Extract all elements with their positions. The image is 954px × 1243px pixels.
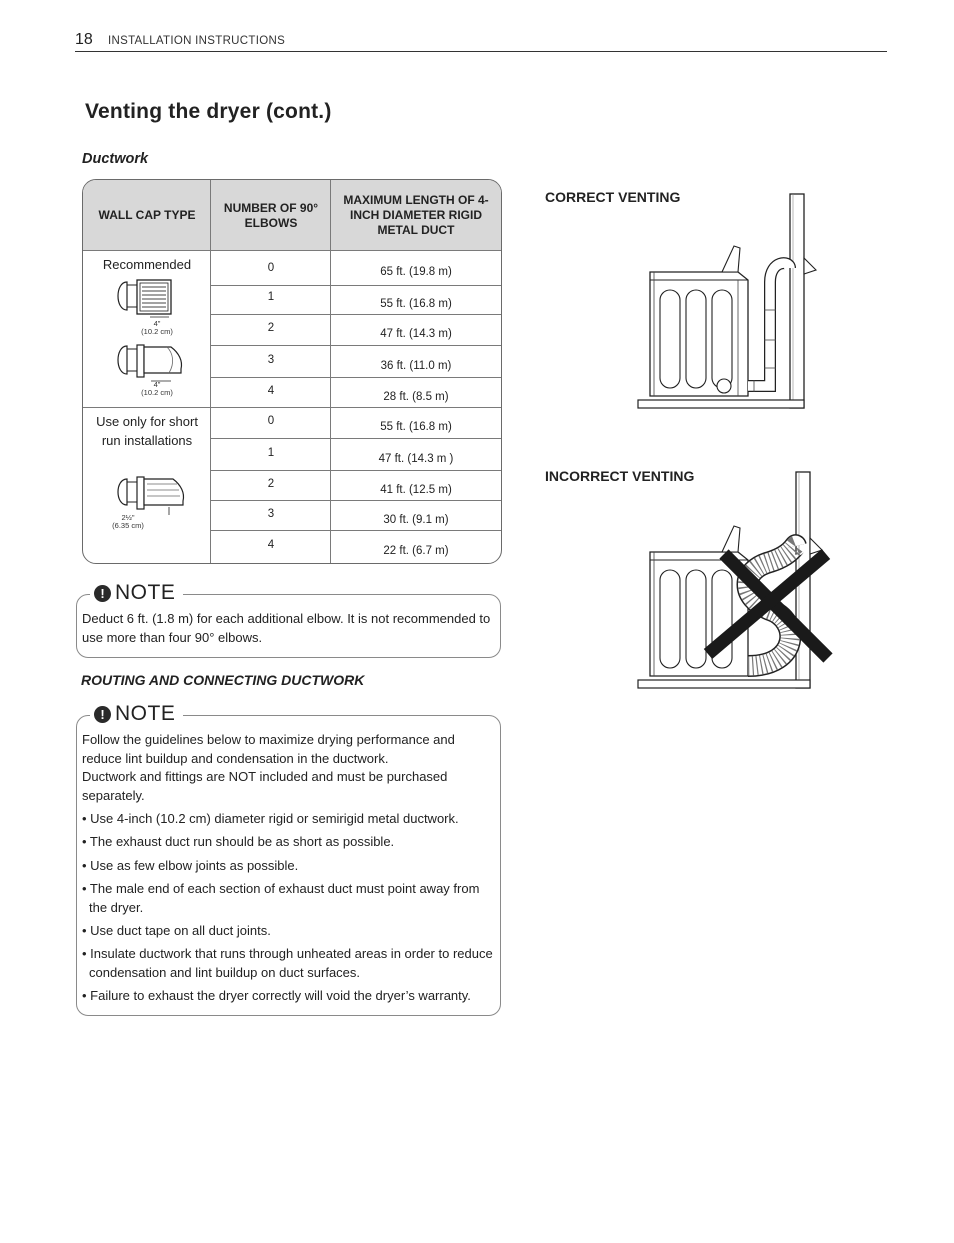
col-header-wall-cap: WALL CAP TYPE	[83, 180, 211, 251]
dim-label: 2½" (6.35 cm)	[112, 513, 144, 530]
note-label: NOTE	[115, 702, 176, 725]
header-rule	[75, 51, 887, 52]
elbows-cell: 0	[267, 262, 275, 274]
ductwork-table	[82, 179, 502, 564]
length-cell: 22 ft. (6.7 m)	[383, 544, 449, 557]
elbows-cell: 3	[267, 507, 275, 520]
note-label: NOTE	[115, 581, 176, 604]
length-cell: 36 ft. (11.0 m)	[380, 359, 452, 372]
correct-venting-caption: CORRECT VENTING	[545, 189, 681, 205]
length-cell: 28 ft. (8.5 m)	[383, 390, 449, 403]
list-item: • Failure to exhaust the dryer correctly will void the dryer’s warranty.	[82, 988, 471, 1003]
length-cell: 65 ft. (19.8 m)	[380, 266, 452, 278]
length-cell: 41 ft. (12.5 m)	[380, 483, 452, 496]
length-cell: 47 ft. (14.3 m)	[380, 328, 452, 340]
short-hood-wall-cap-icon	[113, 476, 189, 516]
elbows-cell: 1	[267, 446, 275, 459]
elbows-cell: 3	[267, 353, 275, 366]
length-cell: 55 ft. (16.8 m)	[380, 421, 452, 433]
louvered-wall-cap-icon	[113, 279, 177, 319]
elbows-cell: 4	[267, 384, 275, 397]
running-head: INSTALLATION INSTRUCTIONS	[108, 35, 286, 47]
col-header-max-length: MAXIMUM LENGTH OF 4-INCH DIAMETER RIGID METAL DUCT	[331, 180, 501, 251]
note-text: Deduct 6 ft. (1.8 m) for each additional elbow. It is not recommended to use more than four 90° elbows.	[82, 611, 491, 645]
elbows-cell: 0	[267, 415, 275, 427]
list-item: • The exhaust duct run should be as short as possible.	[82, 834, 395, 849]
elbows-cell: 1	[267, 291, 275, 303]
elbows-cell: 2	[267, 322, 275, 334]
warning-icon: !	[94, 706, 111, 723]
elbows-cell: 2	[267, 477, 275, 490]
dim-label: 4" (10.2 cm)	[141, 319, 173, 336]
warning-icon: !	[94, 585, 111, 602]
list-item: • Use as few elbow joints as possible.	[82, 858, 299, 873]
routing-heading: ROUTING AND CONNECTING DUCTWORK	[81, 672, 365, 688]
hooded-wall-cap-icon	[113, 343, 189, 383]
page-number: 18	[75, 31, 93, 48]
length-cell: 55 ft. (16.8 m)	[380, 298, 452, 310]
dim-label: 4" (10.2 cm)	[141, 380, 173, 397]
routing-intro: Follow the guidelines below to maximize drying performance and reduce lint buildup and condensation in the ductwork.	[82, 732, 455, 766]
note-header	[90, 702, 183, 726]
list-item: • Insulate ductwork that runs through unheated areas in order to reduce condensation and lint buildup on duct surfaces.	[82, 946, 493, 980]
col-header-elbows: NUMBER OF 90° ELBOWS	[211, 180, 331, 251]
group-label-recommended: Recommended	[102, 257, 192, 272]
ductwork-heading: Ductwork	[82, 151, 149, 167]
correct-venting-illustration	[630, 190, 830, 412]
routing-intro: Ductwork and fittings are NOT included and must be purchased separately.	[82, 769, 448, 803]
note-header	[90, 581, 183, 605]
incorrect-venting-illustration	[630, 470, 840, 692]
list-item: • Use duct tape on all duct joints.	[82, 923, 271, 938]
page-title: Venting the dryer (cont.)	[85, 100, 332, 123]
group-label-short-run: Use only for short run installations	[96, 414, 198, 448]
list-item: • Use 4-inch (10.2 cm) diameter rigid or semirigid metal ductwork.	[82, 811, 459, 826]
length-cell: 47 ft. (14.3 m )	[378, 452, 454, 465]
list-item: • The male end of each section of exhaust duct must point away from the dryer.	[82, 881, 480, 915]
elbows-cell: 4	[267, 538, 275, 551]
length-cell: 30 ft. (9.1 m)	[383, 513, 449, 526]
incorrect-venting-caption: INCORRECT VENTING	[545, 468, 695, 484]
